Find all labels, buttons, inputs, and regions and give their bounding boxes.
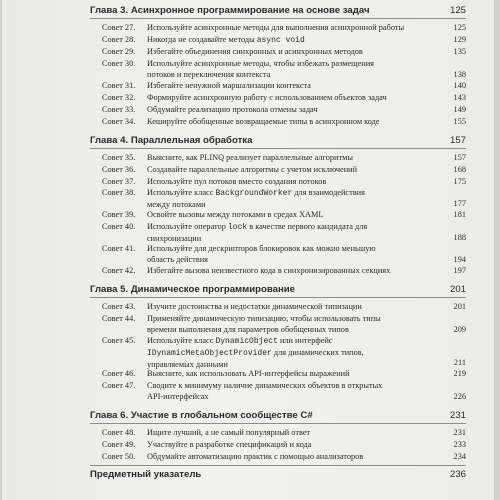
entry-title-line: Сводите к минимуму наличие динамических объектов в открытых (147, 381, 383, 390)
entry-page: 209 (453, 325, 466, 334)
entry-title-line: Используйте оператор lock в качестве первого кандидата для (147, 222, 368, 232)
entry-label: Совет 49. (102, 440, 136, 449)
entry-page: 135 (453, 47, 466, 56)
code-term: lock (227, 223, 248, 232)
entry-title-line: Избегайте ненужной маршализации контекста (147, 81, 311, 90)
entry-page: 188 (453, 233, 466, 242)
entry-page: 219 (453, 369, 466, 378)
entry-label: Совет 44. (102, 314, 136, 323)
divider (90, 423, 466, 424)
entry-title-line: Изучите достоинства и недостатки динамической типизации (147, 302, 362, 311)
entry-title-line: Участвуйте в разработке спецификаций и кода (147, 440, 312, 449)
entry-title-line: между потоками (147, 200, 206, 209)
entry-label: Совет 32. (102, 93, 136, 102)
entry-title (147, 34, 437, 46)
entry-page: 226 (453, 392, 466, 401)
entry-title-line: потоков и переключения контекста (147, 70, 271, 79)
entry-title (147, 58, 437, 80)
entry-label: Совет 29. (102, 47, 136, 56)
entry-page: 138 (453, 70, 466, 79)
entry-title-line: Освойте вызовы между потоками в средах XAML (147, 210, 324, 219)
entry-title-line: область действия (147, 255, 208, 264)
entry-page: 155 (453, 117, 466, 126)
entry-title-line: Кешируйте обобщенные возвращаемые типы в асинхронном коде (147, 117, 380, 126)
entry-title-line: Используйте для дескрипторов блокировок как можно меньшую (147, 244, 376, 253)
entry-page: 168 (453, 165, 466, 174)
entry-label: Совет 35. (102, 153, 136, 162)
entry-title (147, 265, 437, 276)
entry-title (147, 313, 437, 335)
divider (90, 18, 466, 19)
entry-title-line: Обдумайте автоматизацию практик с помощью анализаторов (147, 452, 364, 461)
entry-title (147, 176, 437, 187)
entry-label: Совет 48. (102, 428, 136, 437)
entry-title (147, 243, 437, 265)
entry-page: 175 (453, 177, 466, 186)
entry-label: Совет 40. (102, 222, 136, 231)
chapter-page: 125 (449, 5, 466, 16)
entry-title (147, 209, 437, 220)
entry-page: 231 (453, 428, 466, 437)
entry-page: 129 (453, 35, 466, 44)
entry-title-line: управляемых данными (147, 360, 228, 369)
entry-title (147, 439, 437, 450)
entry-title (147, 368, 437, 379)
entry-title (147, 22, 437, 33)
entry-label: Совет 27. (102, 23, 136, 32)
entry-title (147, 164, 437, 175)
entry-title-line: Используйте пул потоков вместо создания потоков (147, 177, 327, 186)
entry-label: Совет 33. (102, 105, 136, 114)
entry-label: Совет 28. (102, 35, 136, 44)
entry-page: 125 (453, 23, 466, 32)
chapter-page: 201 (449, 284, 466, 295)
entry-title (147, 187, 437, 210)
chapter-title: Глава 6. Участие в глобальном сообществе C# (90, 410, 313, 421)
code-term: DynamicObject (215, 337, 278, 346)
entry-title-line: Обдумайте реализацию протокола отмены задач (147, 105, 318, 114)
entry-label: Совет 47. (102, 381, 136, 390)
entry-page: 143 (453, 93, 466, 102)
entry-title-line: синхронизации (147, 234, 202, 243)
toc-page (2, 0, 494, 500)
divider (90, 297, 466, 298)
entry-title-line: Используйте асинхронные методы, чтобы избежать размещения (147, 59, 374, 68)
entry-title (147, 427, 437, 438)
entry-title-line: Формируйте асинхронную работу с использованием объектов задач (147, 93, 387, 102)
entry-label: Совет 45. (102, 336, 136, 345)
entry-title (147, 221, 437, 244)
entry-label: Совет 36. (102, 165, 136, 174)
entry-label: Совет 42. (102, 266, 136, 275)
chapter-title: Глава 5. Динамическое программирование (90, 284, 295, 295)
entry-title (147, 46, 437, 57)
entry-page: 233 (453, 440, 466, 449)
code-term: async void (256, 36, 305, 45)
divider (90, 465, 466, 466)
entry-label: Совет 31. (102, 81, 136, 90)
index-page: 236 (449, 469, 466, 480)
entry-page: 177 (453, 199, 466, 208)
entry-label: Совет 50. (102, 452, 136, 461)
code-term: IDynamicMetaObjectProvider (147, 349, 272, 358)
entry-page: 157 (453, 153, 466, 162)
entry-page: 149 (453, 105, 466, 114)
entry-label: Совет 30. (102, 59, 136, 68)
entry-title-line: времени выполнения для параметров обобщенных типов (147, 325, 349, 334)
entry-page: 234 (453, 452, 466, 461)
chapter-title: Глава 4. Параллельная обработка (90, 135, 253, 146)
chapter-page: 231 (449, 410, 466, 421)
entry-title-line: IDynamicMetaObjectProvider для динамических типов, (147, 348, 364, 358)
entry-title-line: Ищите лучший, а не самый популярный ответ (147, 428, 311, 437)
entry-title-line: Применяйте динамическую типизацию, чтобы использовать типы (147, 314, 381, 323)
entry-label: Совет 34. (102, 117, 136, 126)
entry-title-line: Выясните, как использовать API-интерфейсы выражений (147, 369, 350, 378)
entry-title (147, 152, 437, 163)
entry-title (147, 451, 437, 462)
entry-label: Совет 38. (102, 188, 136, 197)
entry-label: Совет 41. (102, 244, 136, 253)
entry-title-line: API-интерфейсах (147, 392, 209, 401)
entry-title-line: Используйте асинхронные методы для выполнения асинхронной работы (147, 23, 405, 32)
index-title: Предметный указатель (90, 469, 202, 480)
entry-title (147, 92, 437, 103)
entry-title-line: Избегайте объединения синхронных и асинхронных методов (147, 47, 363, 56)
entry-page: 197 (453, 266, 466, 275)
entry-page: 140 (453, 81, 466, 90)
entry-title-line: Создавайте параллельные алгоритмы с учетом исключений (147, 165, 358, 174)
entry-title (147, 335, 437, 370)
entry-title-line: Используйте класс DynamicObject или интерфейс (147, 336, 333, 346)
entry-title-line: Выясните, как PLINQ реализует параллельные алгоритмы (147, 153, 353, 162)
entry-label: Совет 37. (102, 177, 136, 186)
chapter-title: Глава 3. Асинхронное программирование на основе задач (90, 5, 370, 16)
entry-page: 201 (453, 302, 466, 311)
entry-page: 194 (453, 255, 466, 264)
entry-label: Совет 43. (102, 302, 136, 311)
divider (90, 148, 466, 149)
entry-title-line: Никогда не создавайте методы async void (147, 35, 305, 45)
entry-label: Совет 46. (102, 369, 136, 378)
entry-title (147, 116, 437, 127)
chapter-page: 157 (449, 135, 466, 146)
entry-title-line: Избегайте вызова неизвестного кода в синхронизированных секциях (147, 266, 391, 275)
entry-title (147, 80, 437, 91)
entry-title (147, 301, 437, 312)
entry-title (147, 380, 437, 402)
entry-title-line: Используйте класс BackgroundWorker для взаимодействия (147, 188, 365, 198)
entry-label: Совет 39. (102, 210, 136, 219)
entry-page: 211 (453, 358, 466, 367)
entry-title (147, 104, 437, 115)
code-term: BackgroundWorker (215, 189, 293, 198)
entry-page: 181 (453, 210, 466, 219)
